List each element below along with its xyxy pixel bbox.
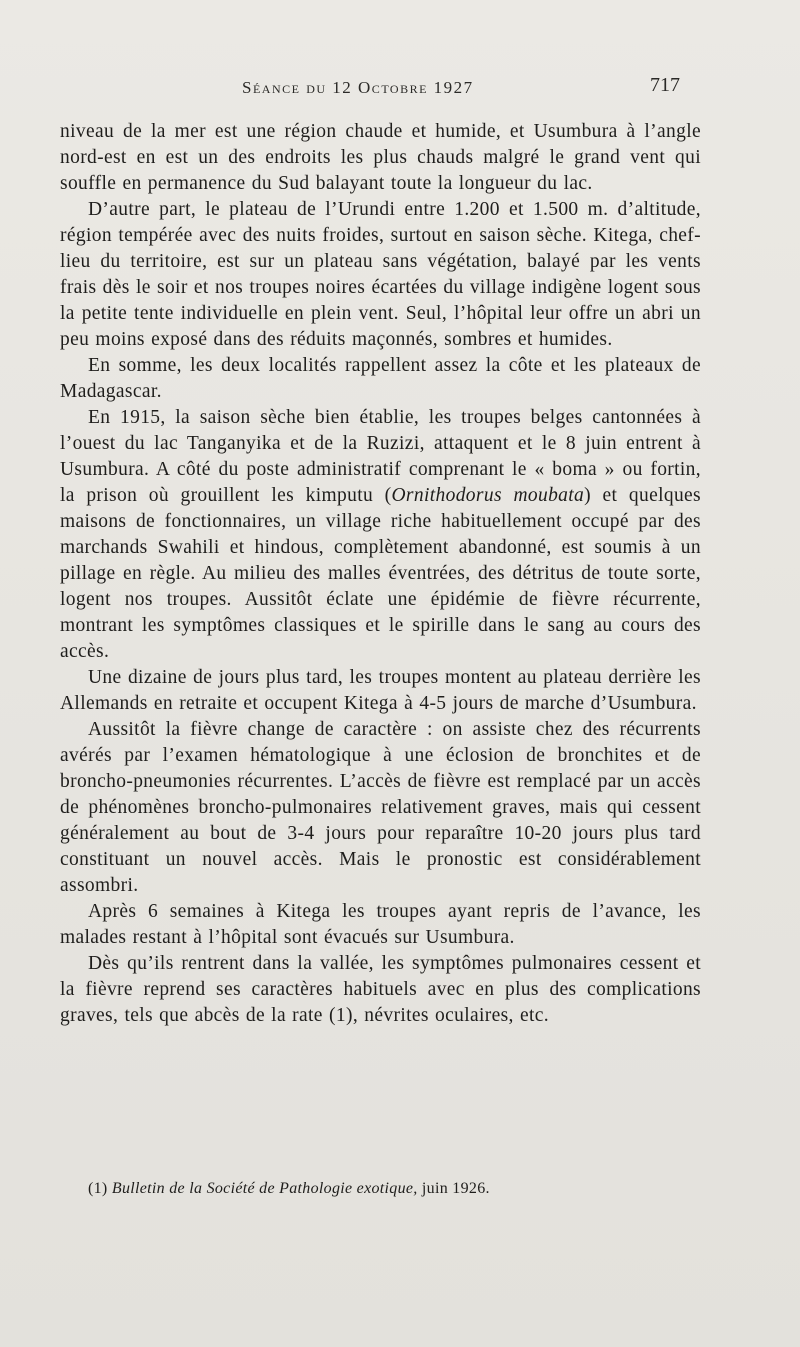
paragraph-4-part-a: En 1915, la saison sèche bien établie, les troupes belges cantonnées à l’ouest du lac Tanganyika et de la Ruzizi, attaquent et le 8 juin entrent à Usumbura. A côté du poste administratif comprenant le « boma » ou fortin, la prison où grouillent les kimputu (: [60, 407, 701, 506]
page-number: 717: [650, 74, 680, 96]
paragraph-8: Dès qu’ils rentrent dans la vallée, les symptômes pulmonaires cessent et la fièvre reprend ses caractères habituels avec en plus des complications graves, tels que abcès de la rate (1), névrites oculaires, etc.: [60, 953, 701, 1026]
running-head: Séance du 12 Octobre 1927: [242, 78, 474, 97]
footnote-title: Bulletin de la Société de Pathologie exotique,: [111, 1180, 418, 1197]
paragraph-3: En somme, les deux localités rappellent assez la côte et les plateaux de Madagascar.: [60, 355, 701, 402]
paragraph-2: D’autre part, le plateau de l’Urundi entre 1.200 et 1.500 m. d’altitude, région tempérée avec des nuits froides, surtout en saison sèche. Kitega, chef-lieu du territoire, est sur un plateau sans végétation, balayé par les vents frais dès le soir et nos troupes noires écartées du village indigène logent sous la petite tente individuelle en plein vent. Seul, l’hôpital leur offre un abri un peu moins exposé dans des réduits maçonnés, sombres et humides.: [60, 199, 701, 350]
body-text: [60, 119, 701, 1029]
paragraph-6: Aussitôt la fièvre change de caractère : on assiste chez des récurrents avérés par l’examen hématologique à une éclosion de bronchites et de broncho-pneumonies récurrentes. L’accès de fièvre est remplacé par un accès de phénomènes broncho-pulmonaires relativement graves, mais qui cessent généralement au bout de 3-4 jours pour reparaître 10-20 jours plus tard constituant un nouvel accès. Mais le pronostic est considérablement assombri.: [60, 719, 701, 896]
page-header: [0, 70, 800, 110]
paragraph-4: [60, 405, 701, 665]
paragraph-1: niveau de la mer est une région chaude et humide, et Usumbura à l’angle nord-est en est un des endroits les plus chauds malgré le grand vent qui souffle en permanence du Sud balayant toute la longueur du lac.: [60, 121, 701, 194]
paragraph-4-part-b: ) et quelques maisons de fonctionnaires, un village riche habituellement occupé par des marchands Swahili et hindous, complètement abandonné, est soumis à un pillage en règle. Au milieu des malles éventrées, des détritus de toute sorte, logent nos troupes. Aussitôt éclate une épidémie de fièvre récurrente, montrant les symptômes classiques et le spirille dans le sang au cours des accès.: [60, 485, 701, 662]
paragraph-5: Une dizaine de jours plus tard, les troupes montent au plateau derrière les Allemands en retraite et occupent Kitega à 4-5 jours de marche d’Usumbura.: [60, 667, 701, 714]
footnote-date: juin 1926.: [421, 1180, 490, 1197]
species-name: Ornithodorus moubata: [391, 485, 585, 506]
footnote: [88, 1180, 688, 1198]
paragraph-7: Après 6 semaines à Kitega les troupes ayant repris de l’avance, les malades restant à l’hôpital sont évacués sur Usumbura.: [60, 901, 701, 948]
footnote-marker: (1): [88, 1180, 108, 1197]
